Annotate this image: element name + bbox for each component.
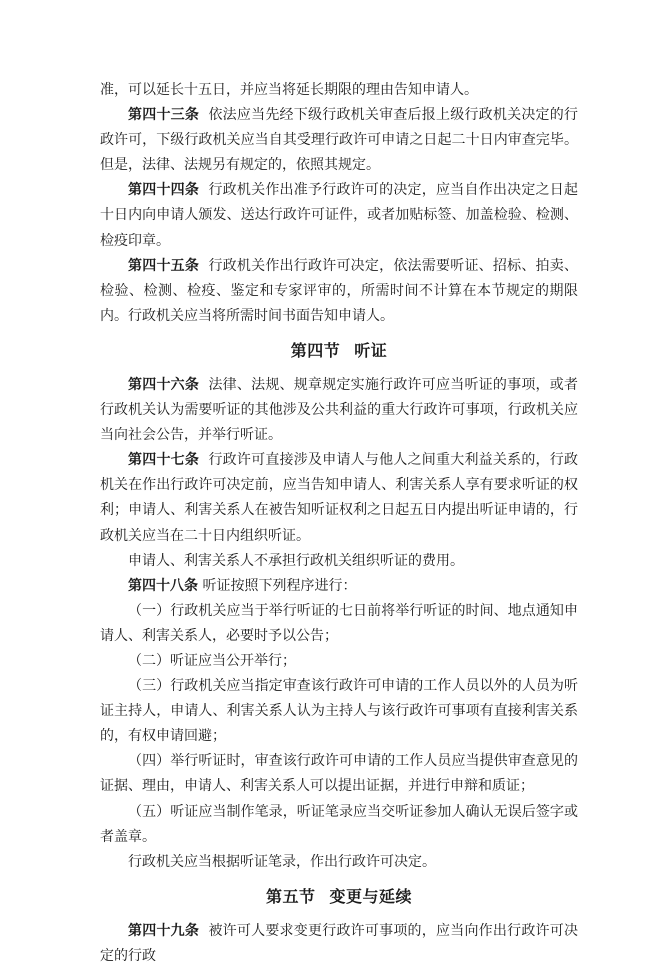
list-item: （四）举行听证时，审查该行政许可申请的工作人员应当提供审查意见的证据、理由，申请人、利害关系人可以提出证据，并进行申辩和质证； (100, 753, 578, 795)
article-paragraph: 第四十七条 行政许可直接涉及申请人与他人之间重大利益关系的，行政机关在作出行政许可决定前，应当告知申请人、利害关系人享有要求听证的权利；申请人、利害关系人在被告知听证权利之日起五日内提出听证申请的，行政机关应当在二十日内组织听证。 (100, 452, 578, 544)
article-paragraph: 第四十三条 依法应当先经下级行政机关审查后报上级行政机关决定的行政许可，下级行政机关应当自其受理行政许可申请之日起二十日内审查完毕。但是，法律、法规另有规定的，依照其规定。 (100, 107, 578, 174)
article-paragraph: 第四十六条 法律、法规、规章规定实施行政许可应当听证的事项，或者行政机关认为需要听证的其他涉及公共利益的重大行政许可事项，行政机关应当向社会公告，并举行听证。 (100, 376, 578, 444)
article-number: 第四十五条 (128, 257, 200, 274)
list-item: （三）行政机关应当指定审查该行政许可申请的工作人员以外的人员为听证主持人，申请人、利害关系人认为主持人与该行政许可事项有直接利害关系的，有权申请回避； (100, 678, 578, 745)
article-paragraph: 第四十五条 行政机关作出行政许可决定，依法需要听证、招标、拍卖、检验、检测、检疫、鉴定和专家评审的，所需时间不计算在本节规定的期限内。行政机关应当将所需时间书面告知申请人。 (100, 257, 578, 324)
list-item: （一）行政机关应当于举行听证的七日前将举行听证的时间、地点通知申请人、利害关系人，必要时予以公告； (100, 602, 578, 644)
article-number: 第四十六条 (128, 376, 200, 393)
article-number: 第四十九条 (128, 922, 200, 939)
paragraph: 准，可以延长十五日，并应当将延长期限的理由告知申请人。 (100, 82, 478, 98)
article-paragraph: 第四十八条 听证按照下列程序进行： (128, 577, 357, 594)
list-item: （五）听证应当制作笔录，听证笔录应当交听证参加人确认无误后签字或者盖章。 (100, 803, 578, 845)
paragraph: 申请人、利害关系人不承担行政机关组织听证的费用。 (128, 552, 464, 569)
article-number: 第四十三条 (128, 107, 200, 124)
section-heading: 第五节 变更与延续 (265, 886, 413, 906)
paragraph: 行政机关应当根据听证笔录，作出行政许可决定。 (128, 853, 436, 870)
section-heading: 第四节 听证 (290, 340, 388, 360)
article-number: 第四十八条 (128, 577, 198, 594)
article-number: 第四十四条 (128, 182, 200, 199)
article-paragraph: 第四十九条 被许可人要求变更行政许可事项的，应当向作出行政许可决定的行政 (100, 922, 578, 964)
list-item: （二）听证应当公开举行； (128, 652, 296, 669)
article-paragraph: 第四十四条 行政机关作出准予行政许可的决定，应当自作出决定之日起十日内向申请人颁发、送达行政许可证件，或者加贴标签、加盖检验、检测、检疫印章。 (100, 182, 578, 249)
document-body (100, 78, 578, 969)
article-number: 第四十七条 (128, 452, 200, 469)
